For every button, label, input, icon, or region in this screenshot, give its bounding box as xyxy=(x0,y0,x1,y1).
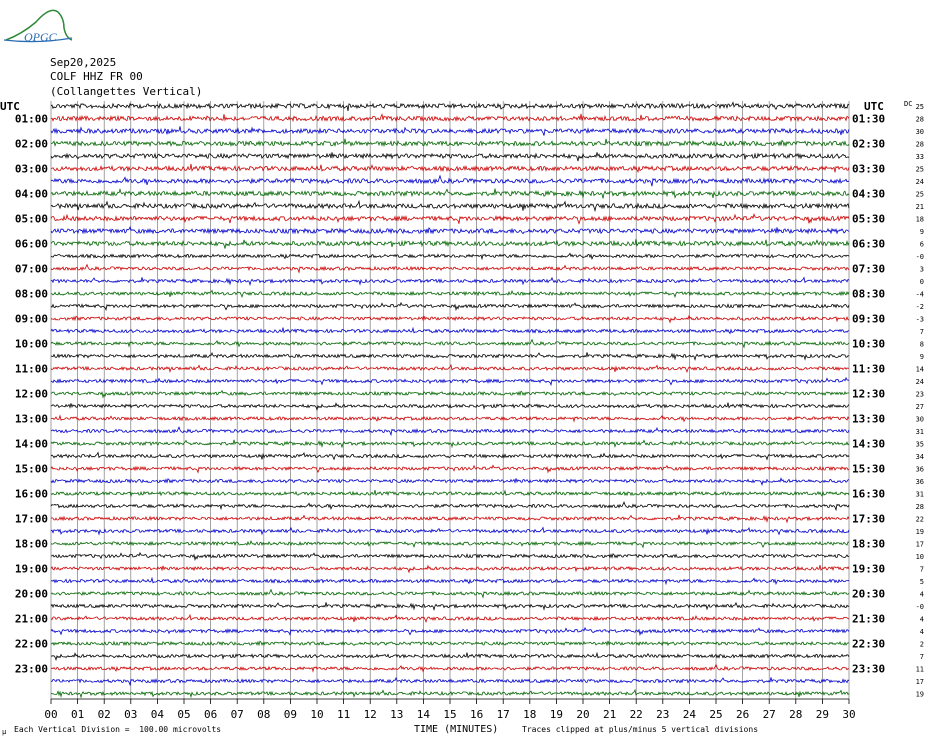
dc-offset-value: 23 xyxy=(915,390,924,399)
date-label: Sep20,2025 xyxy=(50,56,117,69)
dc-offset-value: -4 xyxy=(915,290,924,299)
hour-label-right: 04:30 xyxy=(852,187,886,201)
dc-offset-value: 34 xyxy=(915,453,924,461)
dc-offset-value: 27 xyxy=(915,403,924,411)
hour-label-right: 13:30 xyxy=(852,412,886,426)
dc-offset-value: 14 xyxy=(915,365,924,374)
tick-label-25: 25 xyxy=(709,708,723,721)
tick-label-07: 07 xyxy=(230,708,244,721)
hour-label-right: 09:30 xyxy=(852,312,886,326)
dc-offset-value: -0 xyxy=(915,253,924,261)
hour-label-right: 11:30 xyxy=(852,362,886,376)
dc-offset-value: 6 xyxy=(919,240,924,249)
dc-offset-value: 35 xyxy=(915,440,924,449)
dc-offset-value: -3 xyxy=(915,315,924,324)
hour-label-right: 05:30 xyxy=(852,212,886,226)
hour-label-left: 23:00 xyxy=(14,662,48,676)
dc-offset-value: 4 xyxy=(919,615,924,624)
hour-label-right: 14:30 xyxy=(852,437,886,451)
hour-label-left: 12:00 xyxy=(14,387,48,401)
hour-label-right: 12:30 xyxy=(852,387,886,401)
hour-label-right: 19:30 xyxy=(852,562,886,576)
dc-offset-value: 19 xyxy=(915,690,924,699)
dc-offset-value: 36 xyxy=(915,478,924,486)
logo-text: OPGC xyxy=(24,30,57,44)
hour-label-right: 22:30 xyxy=(852,637,886,651)
tick-label-02: 02 xyxy=(97,708,111,721)
hour-label-right: 10:30 xyxy=(852,337,886,351)
dc-offset-value: 24 xyxy=(915,378,924,386)
hour-label-right: 18:30 xyxy=(852,537,886,551)
dc-offset-value: 2 xyxy=(919,640,924,649)
dc-offset-value: 4 xyxy=(919,590,924,599)
hour-label-left: 15:00 xyxy=(14,462,48,476)
hour-label-left: 19:00 xyxy=(14,562,48,576)
tick-label-06: 06 xyxy=(203,708,218,721)
tick-label-29: 29 xyxy=(815,708,830,721)
dc-offset-value: 5 xyxy=(919,578,924,586)
dc-offset-value: 11 xyxy=(915,665,924,674)
station-label: COLF HHZ FR 00 xyxy=(50,70,143,83)
hour-label-left: 11:00 xyxy=(14,362,48,376)
dc-label: DC xyxy=(904,100,913,108)
hour-label-left: 10:00 xyxy=(14,337,48,351)
dc-offset-value: 7 xyxy=(919,565,924,574)
x-axis-ticks xyxy=(44,699,855,721)
tick-label-22: 22 xyxy=(629,708,643,721)
dc-offset-value: 7 xyxy=(919,328,924,336)
dc-offset-value: 4 xyxy=(919,628,924,636)
tick-label-15: 15 xyxy=(443,708,457,721)
x-axis-title: TIME (MINUTES) xyxy=(414,724,499,735)
dc-offset-value: 25 xyxy=(915,190,924,199)
dc-offset-value: 31 xyxy=(915,490,924,499)
dc-offset-value: 18 xyxy=(915,215,924,224)
clip-note: Traces clipped at plus/minus 5 vertical divisions xyxy=(522,725,759,734)
tick-label-30: 30 xyxy=(842,708,856,721)
dc-offset-value: 7 xyxy=(919,653,924,661)
tick-label-13: 13 xyxy=(390,708,404,721)
utc-left-label: UTC xyxy=(0,100,20,113)
hour-label-left: 07:00 xyxy=(14,262,48,276)
dc-offset-value: 10 xyxy=(915,553,924,561)
hour-label-right: 01:30 xyxy=(852,112,886,126)
tick-label-11: 11 xyxy=(336,708,351,721)
tick-label-03: 03 xyxy=(124,708,138,721)
tick-label-23: 23 xyxy=(656,708,670,721)
hour-label-right: 03:30 xyxy=(852,162,886,176)
dc-offset-value: 25 xyxy=(915,165,924,174)
dc-offset-value: 21 xyxy=(915,203,924,211)
hour-label-right: 08:30 xyxy=(852,287,886,301)
dc-offset-value: 19 xyxy=(915,528,924,536)
dc-offset-value: 31 xyxy=(915,428,924,436)
hour-label-right: 02:30 xyxy=(852,137,886,151)
dc-offset-value: -2 xyxy=(915,303,924,311)
hour-label-right: 17:30 xyxy=(852,512,886,526)
dc-offset-value: 17 xyxy=(915,540,924,549)
tick-label-18: 18 xyxy=(523,708,537,721)
tick-label-17: 17 xyxy=(496,708,510,721)
hour-label-left: 21:00 xyxy=(14,612,48,626)
location-label: (Collangettes Vertical) xyxy=(50,85,203,98)
hour-label-right: 06:30 xyxy=(852,237,886,251)
dc-offset-value: 25 xyxy=(915,103,924,111)
hour-label-right: 07:30 xyxy=(852,262,886,276)
tick-label-09: 09 xyxy=(283,708,298,721)
tick-label-08: 08 xyxy=(257,708,271,721)
dc-offset-value: 8 xyxy=(919,340,924,349)
tick-label-20: 20 xyxy=(576,708,590,721)
hour-label-right: 16:30 xyxy=(852,487,886,501)
hour-label-right: 23:30 xyxy=(852,662,886,676)
corner-mark: µ xyxy=(2,728,7,736)
dc-offset-value: 22 xyxy=(915,515,924,524)
dc-offset-value: 24 xyxy=(915,178,924,186)
utc-right-label: UTC xyxy=(864,100,884,113)
dc-offset-value: 3 xyxy=(919,265,924,274)
tick-label-27: 27 xyxy=(762,708,776,721)
hour-labels xyxy=(15,103,924,699)
dc-offset-value: 28 xyxy=(915,140,924,149)
hour-label-right: 15:30 xyxy=(852,462,886,476)
scale-note: Each Vertical Division = 100.00 microvolts xyxy=(14,725,222,734)
tick-label-12: 12 xyxy=(363,708,377,721)
hour-label-left: 14:00 xyxy=(14,437,48,451)
dc-offset-value: -0 xyxy=(915,603,924,611)
dc-offset-value: 17 xyxy=(915,678,924,686)
tick-label-28: 28 xyxy=(789,708,803,721)
tick-label-26: 26 xyxy=(735,708,750,721)
dc-offset-value: 9 xyxy=(919,228,924,236)
hour-label-left: 20:00 xyxy=(14,587,48,601)
hour-label-left: 22:00 xyxy=(14,637,48,651)
dc-offset-value: 0 xyxy=(919,278,924,286)
hour-label-left: 08:00 xyxy=(14,287,48,301)
dc-offset-value: 33 xyxy=(915,153,924,161)
dc-offset-value: 28 xyxy=(915,115,924,124)
hour-label-left: 05:00 xyxy=(14,212,48,226)
tick-label-05: 05 xyxy=(177,708,191,721)
hour-label-left: 09:00 xyxy=(14,312,48,326)
hour-label-left: 16:00 xyxy=(14,487,48,501)
tick-label-14: 14 xyxy=(416,708,431,721)
hour-label-right: 21:30 xyxy=(852,612,886,626)
tick-label-16: 16 xyxy=(469,708,484,721)
hour-label-left: 17:00 xyxy=(14,512,48,526)
tick-label-24: 24 xyxy=(682,708,697,721)
tick-label-01: 01 xyxy=(70,708,85,721)
tick-label-19: 19 xyxy=(549,708,564,721)
dc-offset-value: 28 xyxy=(915,503,924,511)
dc-offset-value: 30 xyxy=(915,128,924,136)
hour-label-left: 04:00 xyxy=(14,187,48,201)
tick-label-00: 00 xyxy=(44,708,58,721)
hour-label-right: 20:30 xyxy=(852,587,886,601)
hour-label-left: 06:00 xyxy=(14,237,48,251)
hour-label-left: 18:00 xyxy=(14,537,48,551)
tick-label-21: 21 xyxy=(602,708,617,721)
time-grid xyxy=(51,101,849,699)
dc-offset-value: 9 xyxy=(919,353,924,361)
dc-offset-value: 36 xyxy=(915,465,924,474)
hour-label-left: 02:00 xyxy=(14,137,48,151)
tick-label-04: 04 xyxy=(150,708,165,721)
hour-label-left: 01:00 xyxy=(14,112,48,126)
dc-offset-value: 30 xyxy=(915,415,924,424)
hour-label-left: 03:00 xyxy=(14,162,48,176)
tick-label-10: 10 xyxy=(310,708,324,721)
hour-label-left: 13:00 xyxy=(14,412,48,426)
